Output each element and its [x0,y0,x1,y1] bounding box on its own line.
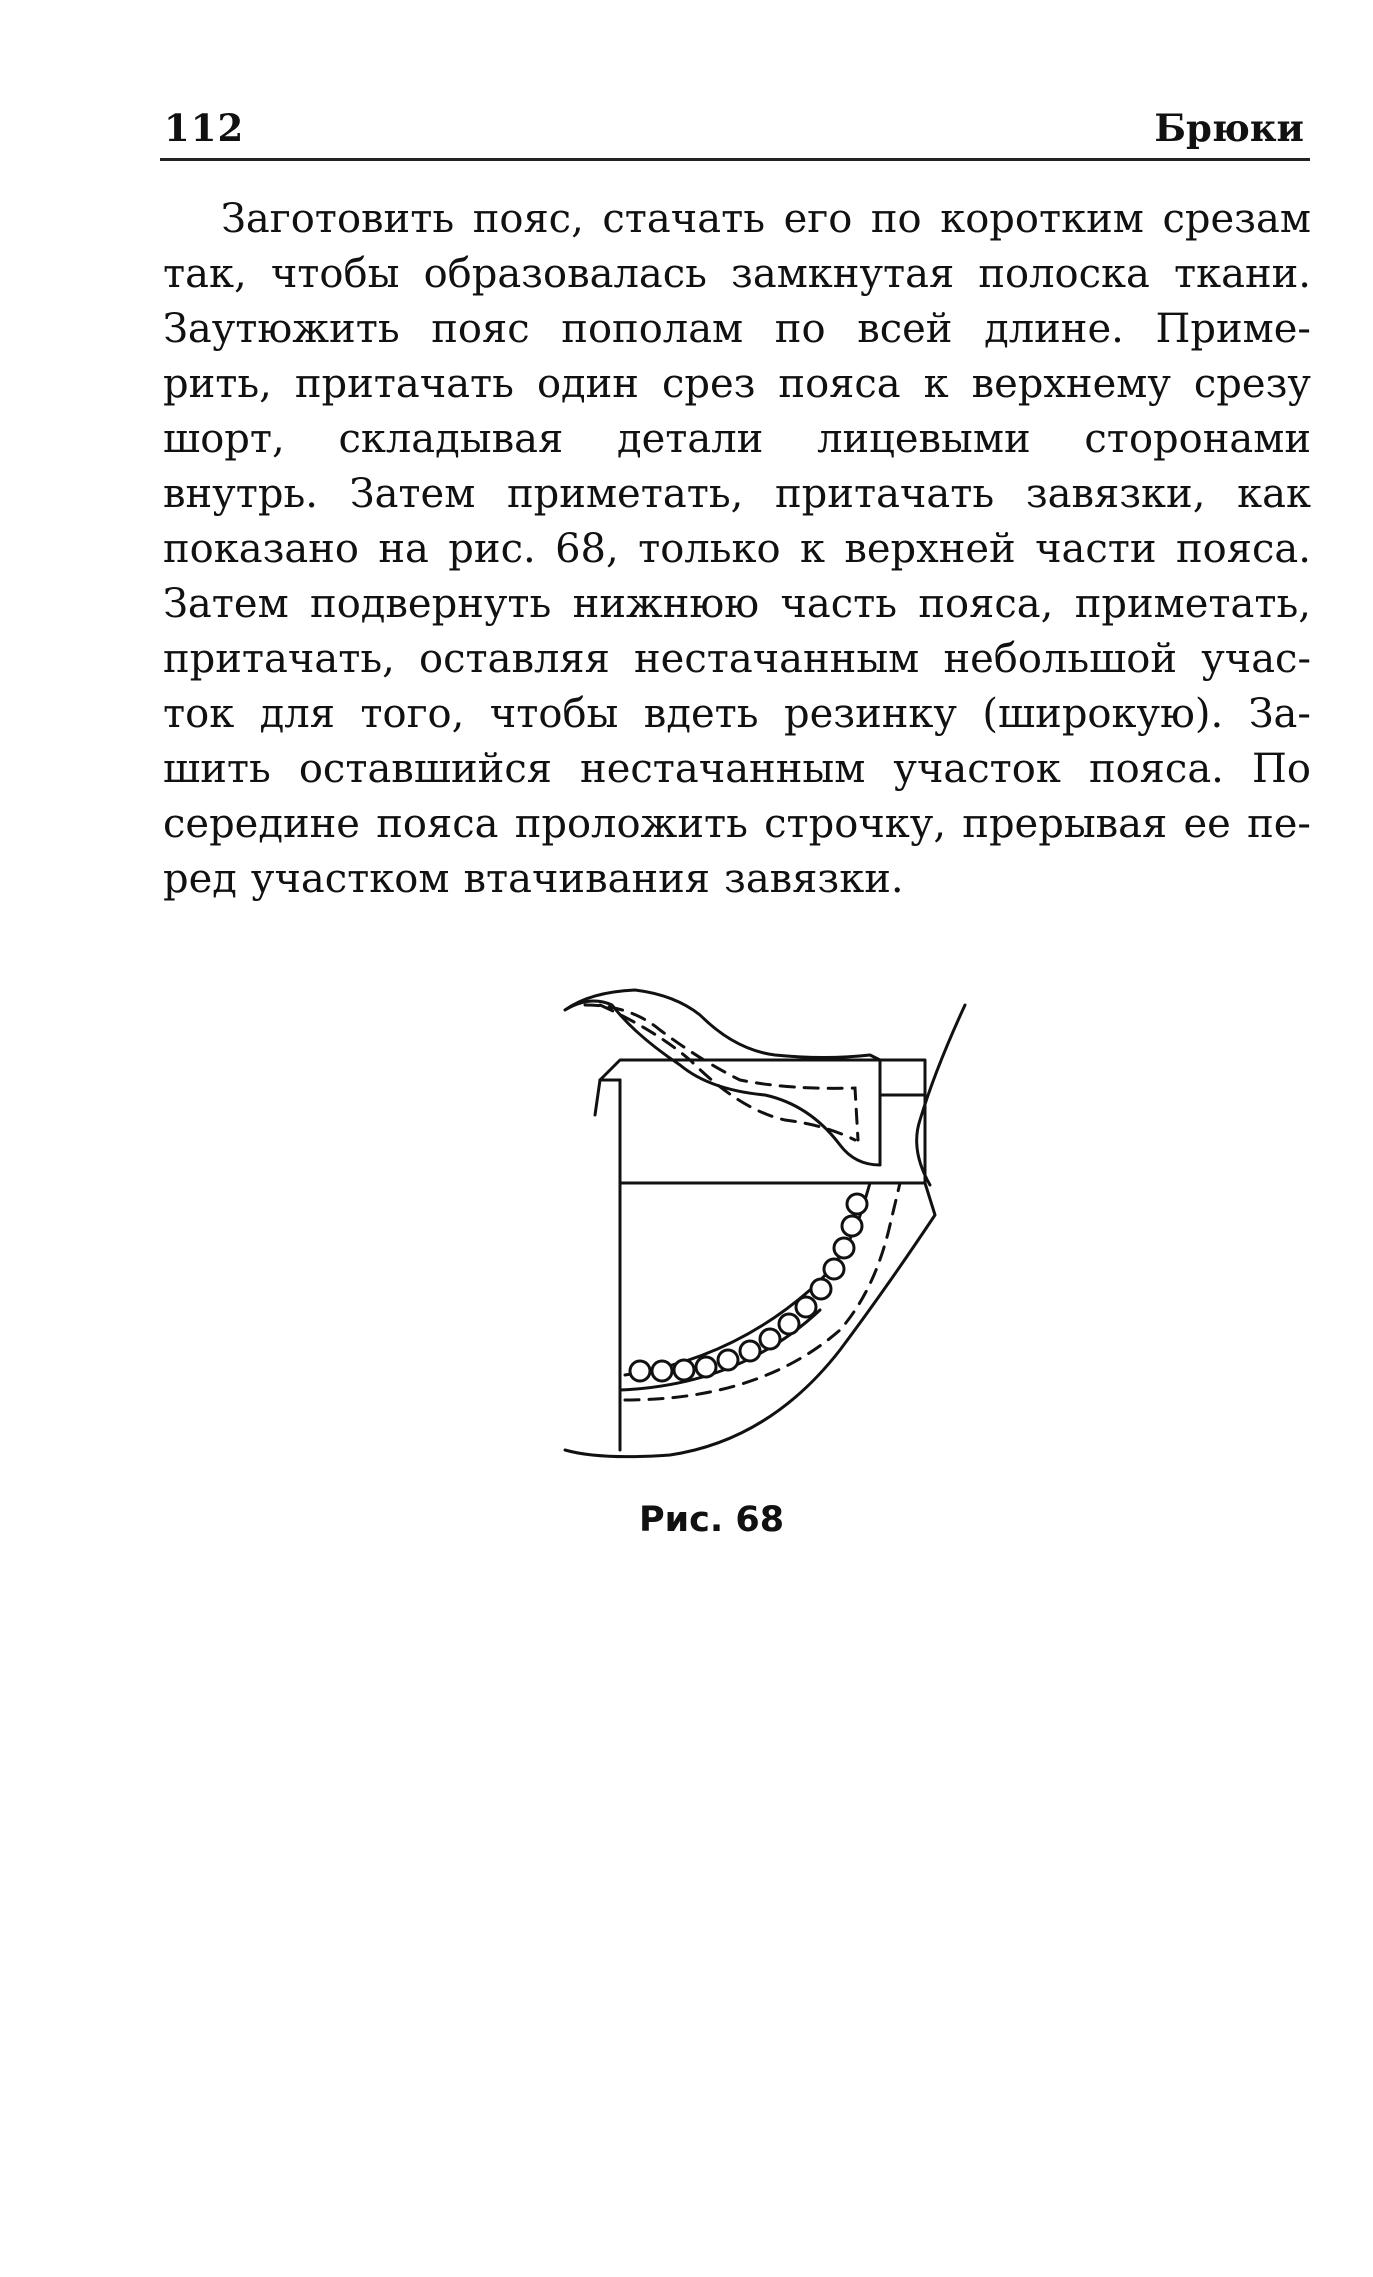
word: срез [661,361,756,407]
running-header [160,100,1310,161]
word: срезам [1162,196,1311,242]
word: к [923,361,949,407]
word: ред [163,856,237,902]
word: участком [250,856,450,902]
pocket-scallops [630,1194,867,1381]
word: проложить [514,801,748,847]
word: верхнему [971,361,1171,407]
word: как [1237,471,1311,517]
word: для [259,691,335,737]
word: верхней [844,526,1016,572]
word: нестачанным [580,746,866,792]
word: детали [616,416,764,462]
word: завязки. [724,856,904,902]
text-line [163,632,1311,687]
text-line [163,852,1311,907]
word: шить [163,746,271,792]
text-line [163,412,1311,467]
word: по [870,196,922,242]
tie-outline [565,990,880,1165]
word: показано [163,526,359,572]
word: на [378,526,429,572]
word: к [799,526,825,572]
word: середине [163,801,360,847]
word: (широкую). [982,691,1224,737]
word: оставляя [418,636,610,682]
word: образовалась [423,251,707,297]
word: нестачанным [634,636,920,682]
word: стачать [602,196,765,242]
word: части [1035,526,1157,572]
text-line [163,522,1311,577]
text-line [163,742,1311,797]
word: пояс, [472,196,584,242]
word: За- [1248,691,1311,737]
word: приметать, [507,471,744,517]
waistband-top [600,1060,880,1080]
word: прерывая [962,801,1168,847]
word: Заутюжить [163,306,400,352]
word: пояс [431,306,530,352]
word: чтобы [489,691,619,737]
word: 68, [555,526,619,572]
word: нижнюю [572,581,760,627]
word: втачивания [463,856,710,902]
word: притачать [775,471,995,517]
word: притачать, [163,636,395,682]
word: замкнутая [731,251,955,297]
word: сторонами [1084,416,1311,462]
word: складывая [338,416,564,462]
word: Приме- [1155,306,1311,352]
word: пояса. [1088,746,1224,792]
word: шорт, [163,416,285,462]
body-paragraph [163,192,1311,907]
text-line [163,467,1311,522]
text-line [163,357,1311,412]
word: Заготовить [221,196,455,242]
word: один [536,361,639,407]
word: пе- [1247,801,1311,847]
word: Затем [349,471,476,517]
word: завязки, [1025,471,1206,517]
word: длине. [984,306,1124,352]
word: пояса, [918,581,1054,627]
word: Затем [163,581,289,627]
word: полоска [978,251,1150,297]
word: его [783,196,853,242]
word: того, [360,691,465,737]
text-line [163,247,1311,302]
word: лицевыми [817,416,1031,462]
word: строчку, [764,801,947,847]
word: по [774,306,826,352]
word: так, [163,251,247,297]
word: По [1251,746,1311,792]
word: только [638,526,781,572]
text-line [163,797,1311,852]
text-line [163,302,1311,357]
word: срезу [1193,361,1311,407]
figure-caption: Рис. 68 [638,1500,785,1540]
word: пояса. [1175,526,1311,572]
word: пояса [778,361,901,407]
waistband-tie-illustration [540,960,1000,1460]
word: пополам [561,306,744,352]
figure-68 [540,960,1000,1460]
word: участок [893,746,1061,792]
word: учас- [1201,636,1311,682]
word: часть [780,581,898,627]
text-line [163,687,1311,742]
text-line [163,192,1311,247]
word: рис. [448,526,536,572]
word: притачать [294,361,514,407]
page-number: 112 [164,106,245,150]
word: ткани. [1173,251,1311,297]
word: коротким [940,196,1144,242]
word: приметать, [1074,581,1311,627]
word: ее [1183,801,1231,847]
word: рить, [163,361,272,407]
word: всей [857,306,953,352]
word: вдеть [643,691,759,737]
word: пояса [376,801,499,847]
word: резинку [783,691,957,737]
waistband-fold [595,1080,620,1115]
word: чтобы [270,251,400,297]
text-line [163,577,1311,632]
word: подвернуть [310,581,552,627]
word: оставшийся [298,746,552,792]
word: небольшой [943,636,1178,682]
word: ток [163,691,235,737]
section-title: Брюки [1154,106,1304,150]
word: внутрь. [163,471,318,517]
